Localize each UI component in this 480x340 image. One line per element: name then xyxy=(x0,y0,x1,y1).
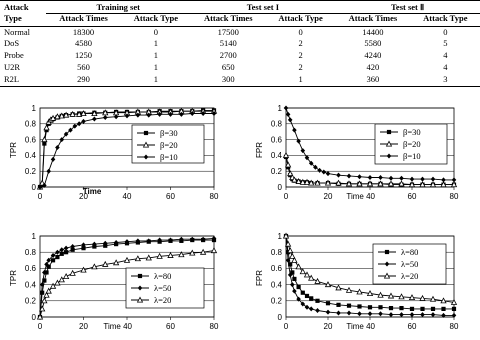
data-point xyxy=(378,175,383,180)
x-tick-label: 80 xyxy=(209,322,219,331)
data-point xyxy=(347,304,351,308)
data-point xyxy=(347,310,352,315)
data-point xyxy=(77,121,82,126)
data-point xyxy=(322,169,327,174)
data-point xyxy=(315,279,320,284)
row-type: Probe xyxy=(4,50,24,61)
line-chart-2 xyxy=(255,104,459,201)
y-tick-label: 0.4 xyxy=(270,151,282,161)
data-point xyxy=(309,296,313,300)
data-point xyxy=(399,306,403,310)
x-tick-label: 20 xyxy=(79,322,88,331)
data-point xyxy=(357,311,362,316)
x-tick-label: 60 xyxy=(166,192,175,201)
legend-label: β=10 xyxy=(160,152,178,162)
data-point xyxy=(305,294,309,298)
row-type: Normal xyxy=(4,26,30,37)
table-cell: 2 xyxy=(298,38,303,49)
x-tick-label: 0 xyxy=(283,322,289,331)
data-point xyxy=(46,169,51,174)
table-cell: 5140 xyxy=(219,38,237,49)
x-tick-label: 0 xyxy=(283,192,289,201)
y-tick-label: 0 xyxy=(31,182,36,192)
data-point xyxy=(368,311,373,316)
table-cell: 4240 xyxy=(364,50,382,61)
data-point xyxy=(452,177,457,182)
group-header-training: Training set xyxy=(46,1,191,14)
table-cell: 300 xyxy=(191,74,266,87)
x-tick-label: 0 xyxy=(37,322,43,331)
data-point xyxy=(59,277,64,282)
x-tick-label: 40 xyxy=(122,192,132,201)
y-tick-label: 1 xyxy=(277,231,282,241)
data-point xyxy=(292,128,297,133)
table-cell: 2700 xyxy=(219,50,237,61)
data-point xyxy=(326,301,330,305)
x-axis-label: Time xyxy=(82,187,102,196)
table-cell: 290 xyxy=(46,74,121,87)
sub-header: Attack Times xyxy=(191,13,266,26)
x-tick-label: 20 xyxy=(323,322,333,331)
x-tick-label: 20 xyxy=(323,192,333,201)
y-tick-label: 0 xyxy=(277,182,282,192)
y-tick-label: 1 xyxy=(31,103,36,113)
legend-marker xyxy=(144,131,148,135)
x-tick-label: 80 xyxy=(449,192,459,201)
table-cell: 0 xyxy=(153,26,159,37)
y-tick-label: 0.2 xyxy=(24,296,36,306)
legend-label: λ=50 xyxy=(401,259,419,269)
data-point xyxy=(55,280,60,285)
data-point xyxy=(452,307,456,311)
line-chart-1 xyxy=(9,104,219,201)
y-tick-label: 0.6 xyxy=(24,264,36,274)
legend-label: β=20 xyxy=(403,139,421,149)
legend xyxy=(126,268,204,308)
x-tick-label: 60 xyxy=(407,192,417,201)
x-tick-label: Time 40 xyxy=(103,322,132,331)
data-point xyxy=(284,106,289,111)
table-cell: 1 xyxy=(153,61,159,72)
row-type: DoS xyxy=(4,38,20,49)
sub-header: Attack Times xyxy=(46,13,121,26)
data-point xyxy=(326,171,331,176)
data-point xyxy=(55,145,60,150)
legend-marker xyxy=(138,274,142,278)
data-point xyxy=(378,305,382,309)
y-axis-label: FPR xyxy=(255,270,264,286)
data-point xyxy=(378,311,383,316)
table-cell: 5580 xyxy=(364,38,382,49)
data-point xyxy=(301,291,305,295)
data-point xyxy=(420,177,425,182)
x-tick-label: Time 40 xyxy=(346,192,375,201)
legend xyxy=(375,124,447,164)
data-point xyxy=(410,307,414,311)
data-point xyxy=(357,174,362,179)
y-axis-label: FPR xyxy=(255,142,264,158)
legend-label: β=30 xyxy=(403,127,421,137)
data-point xyxy=(64,274,69,279)
table-cell: 0 xyxy=(298,26,303,37)
row-header-line1: Attack xyxy=(0,1,46,14)
y-tick-label: 0.6 xyxy=(24,135,36,145)
table-cell: 14400 xyxy=(362,26,384,37)
data-point xyxy=(420,307,424,311)
data-point xyxy=(441,307,445,311)
data-point xyxy=(51,258,55,262)
sub-header: Attack Type xyxy=(121,13,190,26)
y-tick-label: 0.6 xyxy=(270,264,282,274)
table-cell: 1 xyxy=(121,74,190,87)
legend-label: λ=20 xyxy=(401,271,419,281)
line-chart-3 xyxy=(9,232,219,331)
table-cell: 4 xyxy=(443,61,448,72)
legend-marker xyxy=(385,250,389,254)
x-tick-label: 60 xyxy=(166,322,175,331)
y-axis-label: TPR xyxy=(9,142,18,158)
row-type: U2R xyxy=(4,61,21,72)
y-tick-label: 0.2 xyxy=(24,167,36,176)
table-cell: 4580 xyxy=(75,38,93,49)
data-point xyxy=(51,284,56,289)
table-cell: 0 xyxy=(443,26,448,37)
line-chart-4 xyxy=(255,232,459,331)
table-cell: 1 xyxy=(153,50,159,61)
y-tick-label: 0.8 xyxy=(270,248,282,257)
data-point xyxy=(286,112,291,117)
data-point xyxy=(420,312,425,317)
y-tick-label: 0.6 xyxy=(270,135,282,145)
x-tick-label: 0 xyxy=(37,192,43,201)
data-point xyxy=(92,117,97,122)
table-cell: 1 xyxy=(266,74,335,87)
data-point xyxy=(59,247,64,252)
sub-header: Attack Type xyxy=(411,13,480,26)
data-point xyxy=(368,305,372,309)
data-point xyxy=(431,177,436,182)
data-point xyxy=(389,306,393,310)
data-point xyxy=(292,289,297,294)
data-point xyxy=(315,299,319,303)
legend-label: β=10 xyxy=(403,151,421,161)
y-tick-label: 0.4 xyxy=(24,151,36,161)
legend-marker xyxy=(387,130,391,134)
table-cell: 360 xyxy=(335,74,410,87)
data-point xyxy=(315,308,320,313)
y-tick-label: 0.4 xyxy=(24,280,36,290)
row-type: R2L xyxy=(0,74,46,87)
data-point xyxy=(55,250,60,255)
data-point xyxy=(389,312,394,317)
data-point xyxy=(410,312,415,317)
data-point xyxy=(301,148,306,153)
legend xyxy=(132,125,204,163)
y-tick-label: 1 xyxy=(31,231,36,241)
data-point xyxy=(441,177,446,182)
data-point xyxy=(431,312,436,317)
data-point xyxy=(431,307,435,311)
data-point xyxy=(410,177,415,182)
data-point xyxy=(357,304,361,308)
legend-label: λ=80 xyxy=(401,247,419,257)
y-axis-label: TPR xyxy=(9,270,18,286)
y-tick-label: 0.8 xyxy=(270,119,282,129)
group-header-test1: Test set I xyxy=(191,1,336,14)
table-cell: 17500 xyxy=(217,26,239,37)
x-tick-label: 20 xyxy=(79,192,88,201)
y-tick-label: 1 xyxy=(277,103,282,113)
legend-label: λ=20 xyxy=(154,295,172,305)
table-cell: 650 xyxy=(221,61,235,72)
y-tick-label: 0.8 xyxy=(24,248,36,257)
table-cell: 3 xyxy=(411,74,480,87)
data-point xyxy=(399,176,404,181)
sub-header: Attack Type xyxy=(266,13,335,26)
y-tick-label: 0 xyxy=(277,312,282,322)
x-tick-label: 80 xyxy=(449,322,459,331)
data-point xyxy=(51,157,56,162)
data-point xyxy=(103,115,108,120)
x-tick-label: Time 40 xyxy=(346,322,375,331)
group-header-test2: Test set Ⅱ xyxy=(335,1,480,14)
y-tick-label: 0.8 xyxy=(24,119,36,129)
row-header-line2: Type xyxy=(0,13,46,26)
data-point xyxy=(288,117,293,122)
y-tick-label: 0.2 xyxy=(270,167,282,176)
table-cell: 2 xyxy=(298,50,303,61)
table-cell: 560 xyxy=(77,61,90,72)
data-point xyxy=(290,282,295,287)
legend xyxy=(373,244,446,284)
data-point xyxy=(347,173,352,178)
table-cell: 1 xyxy=(153,38,159,49)
data-point xyxy=(336,310,341,315)
data-point xyxy=(399,312,404,317)
table-cell: 420 xyxy=(366,61,380,72)
data-point xyxy=(368,175,373,180)
data-point xyxy=(297,285,301,289)
y-tick-label: 0 xyxy=(31,312,36,322)
data-point xyxy=(336,303,340,307)
data-point xyxy=(309,306,314,311)
y-tick-label: 0.2 xyxy=(270,296,282,306)
data-point xyxy=(389,176,394,181)
table-cell: 1250 xyxy=(75,50,93,61)
table-cell: 2 xyxy=(298,61,303,72)
y-tick-label: 0.4 xyxy=(270,280,282,290)
data-point xyxy=(60,252,64,256)
data-point xyxy=(81,119,86,124)
data-point xyxy=(64,246,69,251)
table-cell: 18300 xyxy=(72,26,95,37)
table-cell: 4 xyxy=(443,50,448,61)
data-point xyxy=(212,248,217,253)
sub-header: Attack Times xyxy=(335,13,410,26)
data-point xyxy=(55,255,59,259)
legend-label: λ=50 xyxy=(154,283,172,293)
data-point xyxy=(64,250,68,254)
x-tick-label: 60 xyxy=(407,322,417,331)
data-point xyxy=(336,173,341,178)
x-tick-label: 80 xyxy=(209,192,219,201)
table-cell: 5 xyxy=(443,38,448,49)
data-point xyxy=(292,277,296,281)
legend-label: λ=80 xyxy=(154,271,172,281)
legend-label: β=30 xyxy=(160,128,178,138)
legend-label: β=20 xyxy=(160,140,178,150)
data-point xyxy=(326,310,331,315)
